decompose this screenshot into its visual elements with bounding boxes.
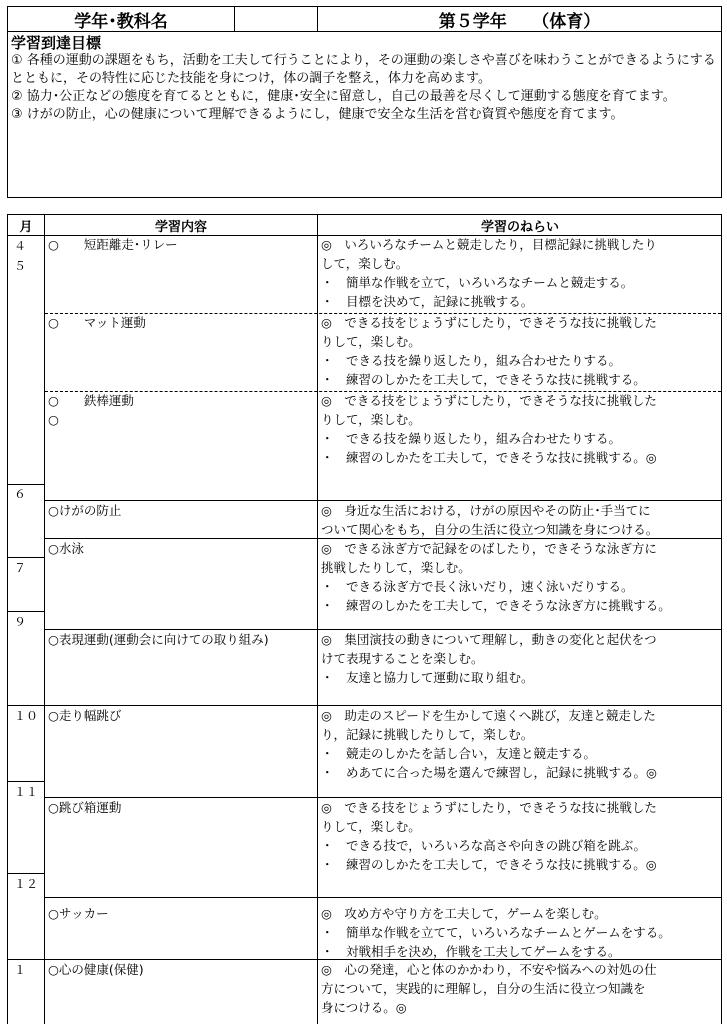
aim-line: ◎ できる技をじょうずにしたり，できそうな技に挑戦した [321,800,657,815]
aim-block [318,798,722,874]
content-item: ○跳び箱運動 [48,800,122,815]
content-item: ○表現運動(運動会に向けての取り組み) [48,632,269,647]
aim-line: ・ 対戦相手を決め，作戦を工夫してゲームをする。 [321,944,621,959]
content-item: ○ [48,412,59,427]
aim-line: ・ 練習のしかたを工夫して，できそうな泳ぎ方に挑戦する。 [321,598,671,613]
aim-line: ◎ できる泳ぎ方で記録をのばしたり，できそうな泳ぎ方に [321,541,657,556]
month-rule [8,705,45,706]
aim-block [318,630,722,687]
aim-line: りして，楽しむ。 [321,334,421,349]
curriculum-table [7,214,722,1024]
aim-line: ・ できる技を繰り返したり，組み合わせたりする。 [321,353,622,368]
aim-line: ◎ 身近な生活における，けがの原因やその防止･手当てに [321,503,651,518]
month-label: １２ [14,877,39,891]
aim-line: り，記録に挑戦したりして，楽しむ。 [321,727,534,742]
header-spacer [235,7,318,31]
month-label: ５ [14,259,27,273]
aim-line: ・ 競走のしかたを話し合い，友達と競走する。 [321,746,597,761]
aim-block [318,904,722,961]
aim-block [318,539,722,615]
aim-line: ついて関心をもち，自分の生活に役立つ知識を身につける。 [321,522,659,537]
aim-line: ・ 練習のしかたを工夫して，できそうな技に挑戦する。◎ [321,857,657,872]
aim-line: ・ めあてに合った場を選んで練習し，記録に挑戦する。◎ [321,765,657,780]
aim-line: ・ 練習のしかたを工夫して，できそうな技に挑戦する。◎ [321,450,657,465]
row-rule [45,897,721,898]
aim-block [318,235,722,311]
month-label: １１ [14,785,39,799]
goal-item-3: ③ けがの防止，心の健康について理解できるようにし，健康で安全な生活を営む資質や態度を育てます。 [11,107,624,122]
goal-item-1: ① 各種の運動の課題をもち，活動を工夫して行うことにより，その運動の楽しさや喜びを味わうことができるようにするとともに，その特性に応じた技能を身につけ，体の調子を整え，体力を高めます。 [11,53,716,86]
month-rule [8,611,45,612]
aim-block [318,960,722,1017]
header-month: 月 [19,219,33,235]
header-content: 学習内容 [154,219,207,235]
content-item: ○ マット運動 [48,315,146,330]
month-label: ７ [14,561,27,575]
month-rule [8,959,45,960]
goals-box [7,32,722,198]
month-label: ９ [14,615,27,629]
aim-line: りして，楽しむ。 [321,819,421,834]
month-rule [8,557,45,558]
aim-line: ・ 簡単な作戦を立て，いろいろなチームと競走する。 [321,275,634,290]
month-rule [8,873,45,874]
month-label: １０ [14,709,39,723]
goals-title: 学習到達目標 [11,34,102,52]
aim-line: ・ できる技で，いろいろな高さや向きの跳び箱を跳ぶ。 [321,838,647,853]
content-item: ○心の健康(保健) [48,962,144,977]
goal-item-2: ② 協力･公正などの態度を育てるとともに，健康･安全に留意し，自己の最善を尽くして運動する態度を育てます。 [11,89,676,104]
aim-line: ◎ 攻め方や守り方を工夫して，ゲームを楽しむ。 [321,906,607,921]
header-value: 第５学年 （体育） [438,11,601,32]
aim-line: ◎ できる技をじょうずにしたり，できそうな技に挑戦した [321,393,657,408]
aim-block [318,501,722,539]
aim-line: 挑戦したりして，楽しむ。 [321,560,471,575]
content-item: ○サッカー [48,906,109,921]
header-label: 学年･教科名 [8,7,235,31]
header-aims: 学習のねらい [480,219,559,235]
aim-line: ・ できる泳ぎ方で長く泳いだり，速く泳いだりする。 [321,579,634,594]
aim-line: ◎ 集団演技の動きについて理解し，動きの変化と起伏をつ [321,632,657,647]
aim-line: ・ できる技を繰り返したり，組み合わせたりする。 [321,431,622,446]
column-divider-1 [44,215,45,1024]
aim-line: けて表現することを楽しむ。 [321,651,484,666]
aim-line: ・ 練習のしかたを工夫して，できそうな技に挑戦する。 [321,372,646,387]
aim-block [318,391,722,467]
aim-line: ・ 友達と協力して運動に取り組む。 [321,670,534,685]
content-item: ○ 鉄棒運動 [48,393,134,408]
content-item: ○ 短距離走･リレー [48,237,178,252]
aim-line: ◎ 助走のスピードを生かして遠くへ跳び，友達と競走した [321,708,656,723]
month-label: ４ [14,239,27,253]
aim-line: ・ 目標を決めて，記録に挑戦する。 [321,294,534,309]
content-item: ○水泳 [48,541,84,556]
month-label: ６ [14,487,27,501]
aim-line: ◎ 心の発達，心と体のかかわり，不安や悩みへの対処の仕 [321,962,657,977]
aim-line: 身につける。◎ [321,1000,407,1015]
content-item: ○けがの防止 [48,503,122,518]
aim-block [318,706,722,782]
aim-line: 方について，実践的に理解し，自分の生活に役立つ知識を [321,981,646,996]
aim-line: ◎ いろいろなチームと競走したり，目標記録に挑戦したり [321,237,657,252]
header-bar [7,6,722,32]
aim-line: ・ 簡単な作戦を立てて，いろいろなチームとゲームをする。 [321,925,671,940]
content-item: ○走り幅跳び [48,708,122,723]
aim-block [318,313,722,389]
month-label: １ [14,963,27,977]
month-rule [8,781,45,782]
aim-line: ◎ できる技をじょうずにしたり，できそうな技に挑戦した [321,315,657,330]
aim-line: りして，楽しむ。 [321,412,421,427]
aim-line: して，楽しむ。 [321,256,409,271]
